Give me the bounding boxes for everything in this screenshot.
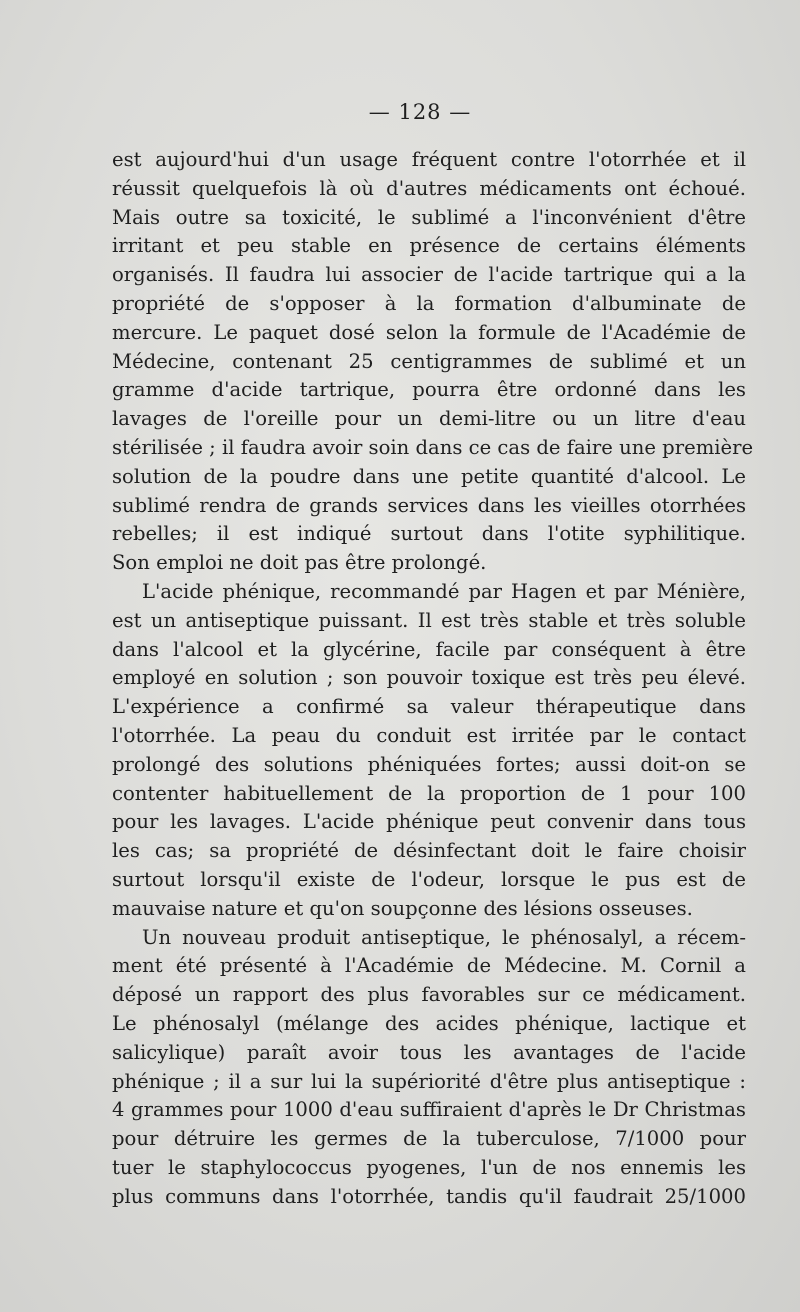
text-line: stérilisée ; il faudra avoir soin dans ce cas de faire une première [112,435,754,459]
text-line: Médecine, contenant 25 centigrammes de sublimé et un [112,349,746,373]
text-line: solution de la poudre dans une petite quantité d'alcool. Le [112,464,746,488]
text-line: prolongé des solutions phéniquées fortes; aussi doit-on se [112,752,746,776]
text-line: gramme d'acide tartrique, pourra être ordonné dans les [112,378,746,402]
text-line: Le phénosalyl (mélange des acides phénique, lactique et [112,1011,746,1035]
text-line: surtout lorsqu'il existe de l'odeur, lorsque le pus est de [112,867,746,891]
text-line: sublimé rendra de grands services dans les vieilles otorrhées [112,493,746,517]
text-line: Mais outre sa toxicité, le sublimé a l'inconvénient d'être [112,205,746,229]
text-line: pour détruire les germes de la tuberculose, 7/1000 pour [112,1127,746,1151]
text-line: dans l'alcool et la glycérine, facile par conséquent à être [112,637,746,661]
text-line: ment été présenté à l'Académie de Médecine. M. Cornil a [112,954,746,978]
text-line: déposé un rapport des plus favorables sur ce médicament. [112,983,746,1007]
text-line: employé en solution ; son pouvoir toxique est très peu élevé. [112,666,746,690]
text-line: contenter habituellement de la proportion de 1 pour 100 [112,781,746,805]
text-line: l'otorrhée. La peau du conduit est irritée par le contact [112,723,746,747]
text-line: phénique ; il a sur lui la supériorité d'être plus antiseptique : [112,1069,746,1093]
text-line: Un nouveau produit antiseptique, le phénosalyl, a récem- [142,925,746,949]
paragraph-acide-phenique [112,578,746,924]
text-line: irritant et peu stable en présence de certains éléments [112,234,746,258]
paragraph-sublime [112,146,754,578]
paragraph-phenosalyl [112,924,746,1212]
text-line: salicylique) paraît avoir tous les avantages de l'acide [112,1040,746,1064]
text-line: pour les lavages. L'acide phénique peut convenir dans tous [112,810,746,834]
text-line: réussit quelquefois là où d'autres médicaments ont échoué. [112,176,746,200]
body-text [112,146,754,1211]
text-line: lavages de l'oreille pour un demi-litre ou un litre d'eau [112,407,746,431]
text-line: L'acide phénique, recommandé par Hagen et par Ménière, [142,579,746,603]
text-line: rebelles; il est indiqué surtout dans l'otite syphilitique. [112,522,746,546]
text-line: Son emploi ne doit pas être prolongé. [112,551,487,575]
text-line: les cas; sa propriété de désinfectant doit le faire choisir [112,839,746,863]
text-line: est un antiseptique puissant. Il est très stable et très soluble [112,608,746,632]
text-line: est aujourd'hui d'un usage fréquent contre l'otorrhée et il [112,148,746,171]
text-line: propriété de s'opposer à la formation d'albuminate de [112,291,746,315]
text-line: mercure. Le paquet dosé selon la formule de l'Académie de [112,320,746,344]
text-line: tuer le staphylococcus pyogenes, l'un de nos ennemis les [112,1155,746,1179]
text-line: 4 grammes pour 1000 d'eau suffiraient d'après le Dr Christmas [112,1098,746,1122]
text-line: mauvaise nature et qu'on soupçonne des lésions osseuses. [112,896,693,920]
text-line: plus communs dans l'otorrhée, tandis qu'il faudrait 25/1000 [112,1184,746,1208]
page-number: — 128 — [368,100,472,124]
text-line: L'expérience a confirmé sa valeur thérapeutique dans [112,695,746,719]
text-line: organisés. Il faudra lui associer de l'acide tartrique qui a la [112,263,746,287]
